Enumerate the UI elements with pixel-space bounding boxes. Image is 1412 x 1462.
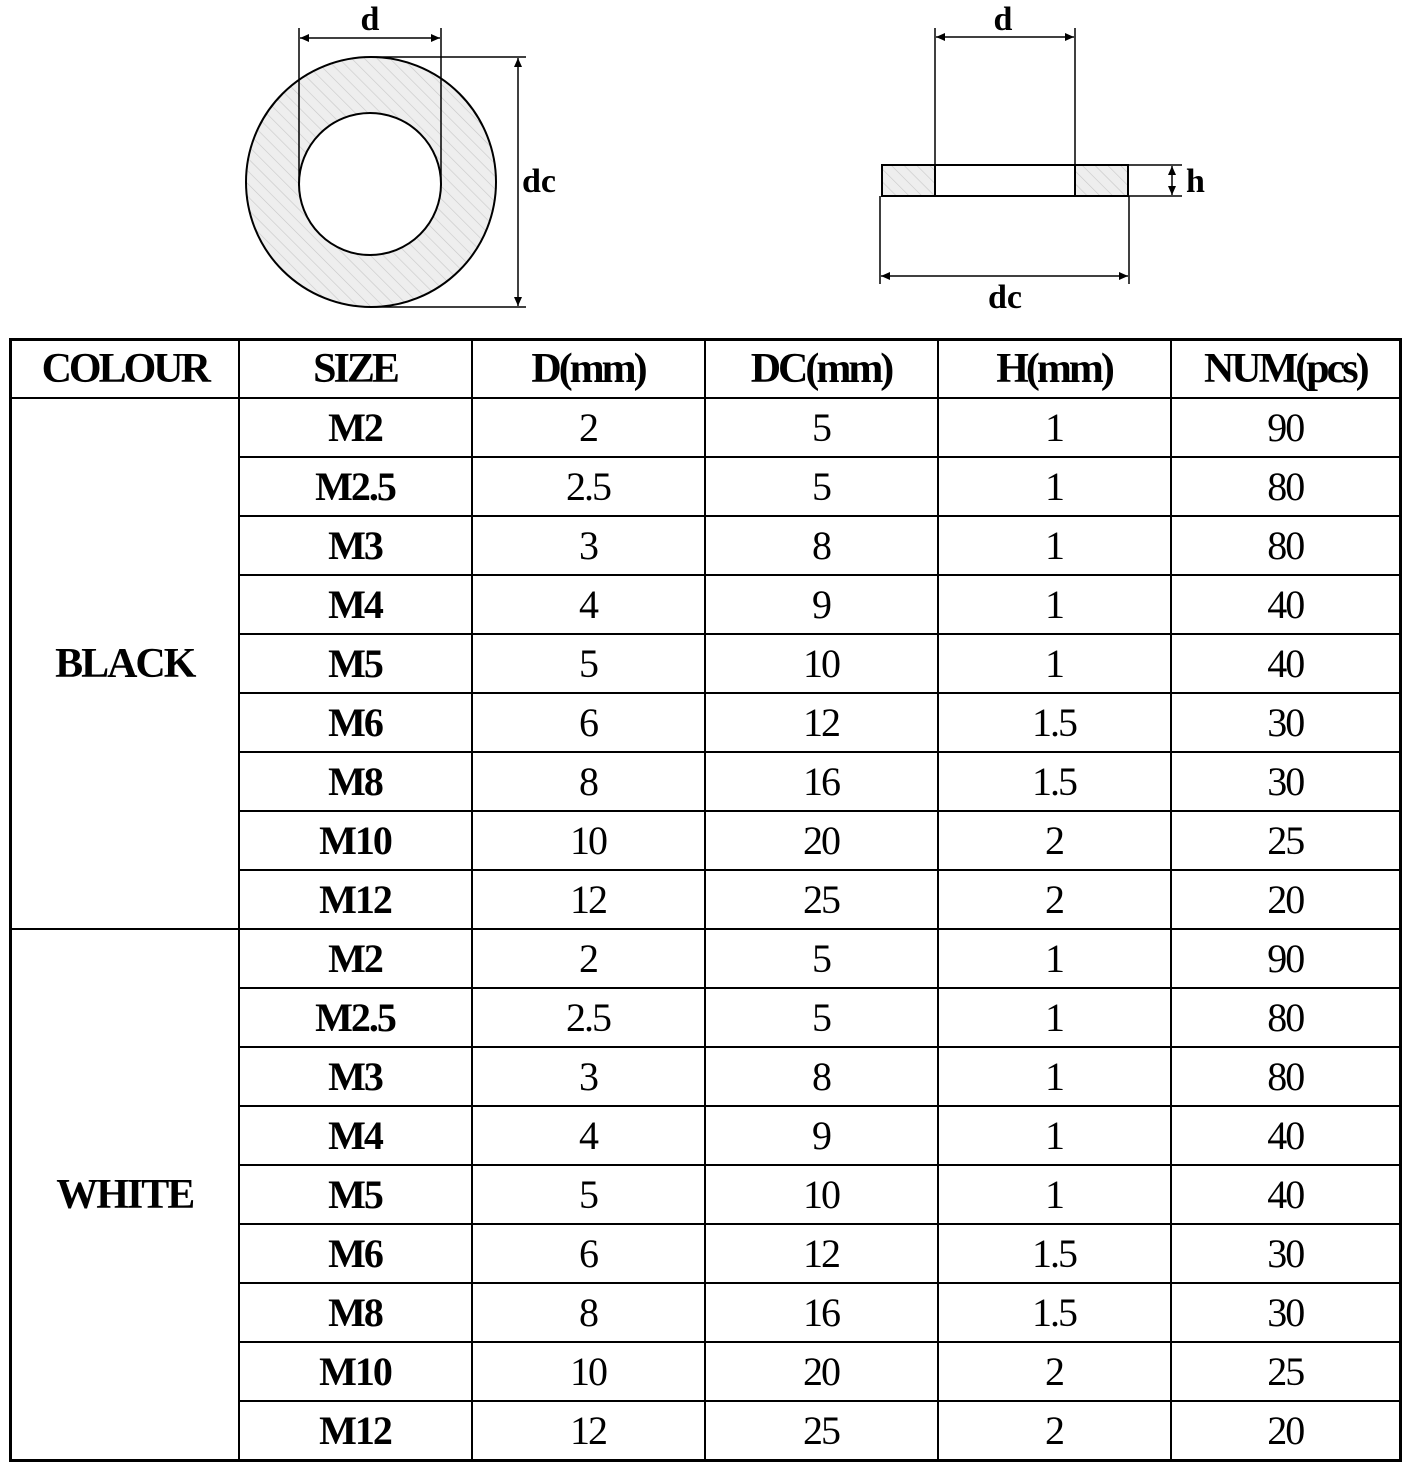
num-cell: 30 [1171, 1283, 1401, 1342]
header-h: H(mm) [938, 340, 1171, 399]
dc-cell: 9 [705, 1106, 938, 1165]
h-cell: 1 [938, 1165, 1171, 1224]
d-cell: 3 [472, 516, 705, 575]
h-cell: 1 [938, 457, 1171, 516]
h-cell: 2 [938, 1401, 1171, 1461]
table-row [11, 929, 1401, 988]
header-size: SIZE [239, 340, 472, 399]
num-cell: 90 [1171, 398, 1401, 457]
dc-cell: 8 [705, 1047, 938, 1106]
table-header-row [11, 340, 1401, 399]
side-bore [935, 165, 1075, 196]
h-cell: 2 [938, 1342, 1171, 1401]
h-cell: 1 [938, 516, 1171, 575]
h-cell: 1 [938, 398, 1171, 457]
colour-cell: BLACK [11, 398, 239, 929]
h-cell: 1 [938, 929, 1171, 988]
h-cell: 1.5 [938, 1224, 1171, 1283]
d-cell: 12 [472, 1401, 705, 1461]
dc-cell: 20 [705, 811, 938, 870]
front-dc-label: dc [522, 163, 556, 200]
front-d-label: d [360, 1, 380, 38]
d-cell: 8 [472, 1283, 705, 1342]
d-cell: 8 [472, 752, 705, 811]
dc-cell: 16 [705, 752, 938, 811]
side-d-label: d [993, 1, 1013, 38]
d-cell: 2.5 [472, 457, 705, 516]
dc-cell: 20 [705, 1342, 938, 1401]
side-left-section [882, 165, 935, 196]
size-cell: M8 [239, 752, 472, 811]
d-cell: 5 [472, 634, 705, 693]
d-cell: 2 [472, 929, 705, 988]
side-dc-label: dc [988, 279, 1022, 316]
dc-cell: 25 [705, 1401, 938, 1461]
size-cell: M3 [239, 1047, 472, 1106]
dc-cell: 12 [705, 693, 938, 752]
h-cell: 1.5 [938, 752, 1171, 811]
size-cell: M12 [239, 870, 472, 929]
colour-cell: WHITE [11, 929, 239, 1461]
side-h-label: h [1186, 163, 1205, 200]
d-cell: 10 [472, 811, 705, 870]
front-view [246, 1, 556, 307]
washer-size-table [9, 338, 1402, 1462]
d-cell: 2.5 [472, 988, 705, 1047]
h-cell: 1.5 [938, 693, 1171, 752]
size-cell: M8 [239, 1283, 472, 1342]
h-cell: 1 [938, 1106, 1171, 1165]
num-cell: 40 [1171, 634, 1401, 693]
d-cell: 6 [472, 1224, 705, 1283]
dc-cell: 5 [705, 457, 938, 516]
h-cell: 1 [938, 1047, 1171, 1106]
h-cell: 1 [938, 634, 1171, 693]
side-right-section [1075, 165, 1128, 196]
dc-cell: 16 [705, 1283, 938, 1342]
d-cell: 10 [472, 1342, 705, 1401]
h-cell: 1 [938, 988, 1171, 1047]
size-cell: M4 [239, 1106, 472, 1165]
d-cell: 3 [472, 1047, 705, 1106]
size-cell: M2.5 [239, 988, 472, 1047]
header-dc: DC(mm) [705, 340, 938, 399]
num-cell: 90 [1171, 929, 1401, 988]
side-view [880, 1, 1205, 316]
num-cell: 30 [1171, 1224, 1401, 1283]
size-cell: M2 [239, 398, 472, 457]
header-d: D(mm) [472, 340, 705, 399]
num-cell: 80 [1171, 516, 1401, 575]
size-cell: M6 [239, 1224, 472, 1283]
num-cell: 30 [1171, 752, 1401, 811]
header-num: NUM(pcs) [1171, 340, 1401, 399]
num-cell: 20 [1171, 870, 1401, 929]
dc-cell: 5 [705, 398, 938, 457]
dc-cell: 5 [705, 929, 938, 988]
dc-cell: 9 [705, 575, 938, 634]
size-cell: M5 [239, 1165, 472, 1224]
d-cell: 2 [472, 398, 705, 457]
size-cell: M2.5 [239, 457, 472, 516]
dc-cell: 12 [705, 1224, 938, 1283]
num-cell: 80 [1171, 457, 1401, 516]
dc-cell: 10 [705, 634, 938, 693]
num-cell: 80 [1171, 988, 1401, 1047]
d-cell: 12 [472, 870, 705, 929]
num-cell: 40 [1171, 575, 1401, 634]
dc-cell: 25 [705, 870, 938, 929]
size-cell: M2 [239, 929, 472, 988]
num-cell: 20 [1171, 1401, 1401, 1461]
header-colour: COLOUR [11, 340, 239, 399]
size-cell: M12 [239, 1401, 472, 1461]
num-cell: 30 [1171, 693, 1401, 752]
size-cell: M10 [239, 1342, 472, 1401]
dc-cell: 10 [705, 1165, 938, 1224]
h-cell: 2 [938, 811, 1171, 870]
dc-cell: 5 [705, 988, 938, 1047]
h-cell: 2 [938, 870, 1171, 929]
d-cell: 4 [472, 575, 705, 634]
d-cell: 4 [472, 1106, 705, 1165]
d-cell: 6 [472, 693, 705, 752]
washer-dimension-diagram [0, 0, 1412, 336]
dc-cell: 8 [705, 516, 938, 575]
size-cell: M5 [239, 634, 472, 693]
size-cell: M3 [239, 516, 472, 575]
size-cell: M6 [239, 693, 472, 752]
num-cell: 40 [1171, 1165, 1401, 1224]
washer-ring [246, 57, 496, 307]
num-cell: 40 [1171, 1106, 1401, 1165]
num-cell: 25 [1171, 811, 1401, 870]
d-cell: 5 [472, 1165, 705, 1224]
num-cell: 25 [1171, 1342, 1401, 1401]
size-cell: M4 [239, 575, 472, 634]
h-cell: 1 [938, 575, 1171, 634]
size-cell: M10 [239, 811, 472, 870]
table-row [11, 398, 1401, 457]
num-cell: 80 [1171, 1047, 1401, 1106]
h-cell: 1.5 [938, 1283, 1171, 1342]
